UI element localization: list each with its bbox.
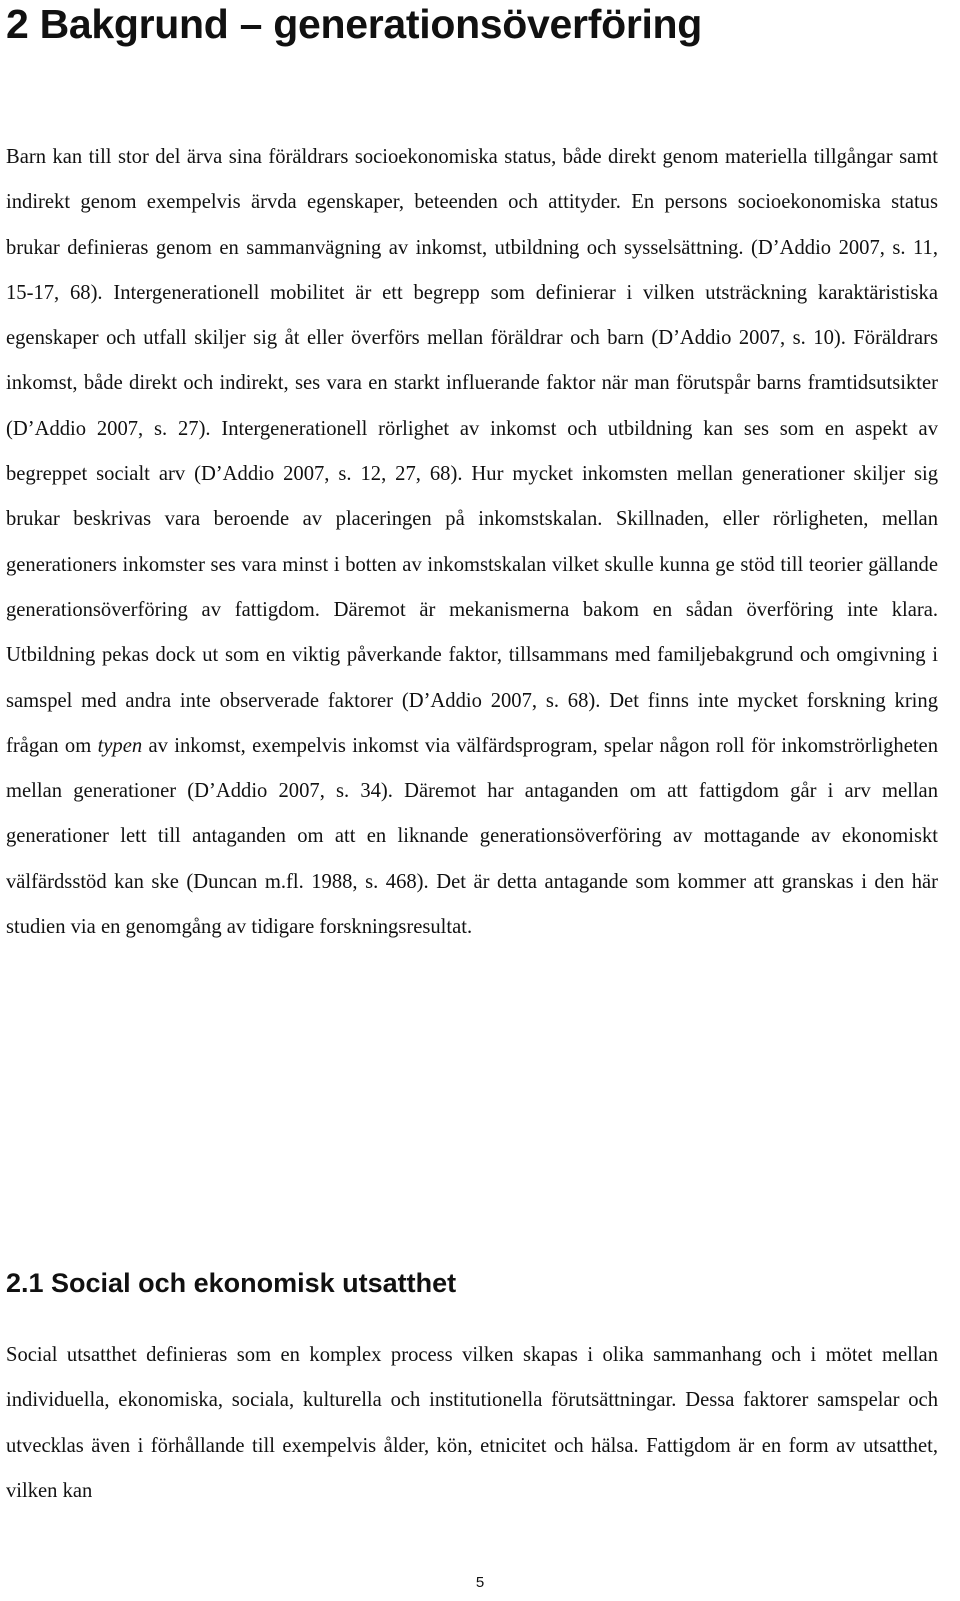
emphasized-word: typen [97,734,143,757]
section-heading: 2.1 Social och ekonomisk utsatthet [6,1268,457,1298]
chapter-heading: 2 Bakgrund – generationsöverföring [6,1,703,47]
paragraph-text-continued: av inkomst, exempelvis inkomst via välfärdsprogram, spelar någon roll för inkomströrligheten mellan generationer (D’Addio 2007, s. 34). Däremot har antaganden om att fattigdom går i arv mellan generationer lett till antaganden om att en liknande generationsöverföring av mottagande av ekonomiskt välfärdsstöd kan ske (Duncan m.fl. 1988, s. 468). Det är detta antagande som kommer att granskas i den här studien via en genomgång av tidigare forskningsresultat. [6,734,938,939]
body-paragraph-section: Social utsatthet definieras som en komplex process vilken skapas i olika sammanhang och i mötet mellan individuella, ekonomiska, sociala, kulturella och institutionella förutsättningar. Dessa faktorer samspelar och utvecklas även i förhållande till exempelvis ålder, kön, etnicitet och hälsa. Fattigdom är en form av utsatthet, vilken kan [6,1344,938,1502]
body-paragraph-intro [6,135,938,950]
page-number: 5 [475,1574,485,1591]
paragraph-text: Barn kan till stor del ärva sina föräldrars socioekonomiska status, både direkt genom materiella tillgångar samt indirekt genom exempelvis ärvda egenskaper, beteenden och attityder. En persons socioekonomiska status brukar definieras genom en sammanvägning av inkomst, utbildning och sysselsättning. (D’Addio 2007, s. 11, 15-17, 68). Intergenerationell mobilitet är ett begrepp som definierar i vilken utsträckning karaktäristiska egenskaper och utfall skiljer sig åt eller överförs mellan föräldrar och barn (D’Addio 2007, s. 10). Föräldrars inkomst, både direkt och indirekt, ses vara en starkt influerande faktor när man förutspår barns framtidsutsikter (D’Addio 2007, s. 27). Intergenerationell rörlighet av inkomst och utbildning kan ses som en aspekt av begreppet socialt arv (D’Addio 2007, s. 12, 27, 68). Hur mycket inkomsten mellan generationer skiljer sig brukar beskrivas vara beroende av placeringen på inkomstskalan. Skillnaden, eller rörligheten, mellan generationers inkomster ses vara minst i botten av inkomstskalan vilket skulle kunna ge stöd till teorier gällande generationsöverföring av fattigdom. Däremot är mekanismerna bakom en sådan överföring inte klara. Utbildning pekas dock ut som en viktig påverkande faktor, tillsammans med familjebakgrund och omgivning i samspel med andra inte observerade faktorer (D’Addio 2007, s. 68). Det finns inte mycket forskning kring frågan om [6,146,938,757]
